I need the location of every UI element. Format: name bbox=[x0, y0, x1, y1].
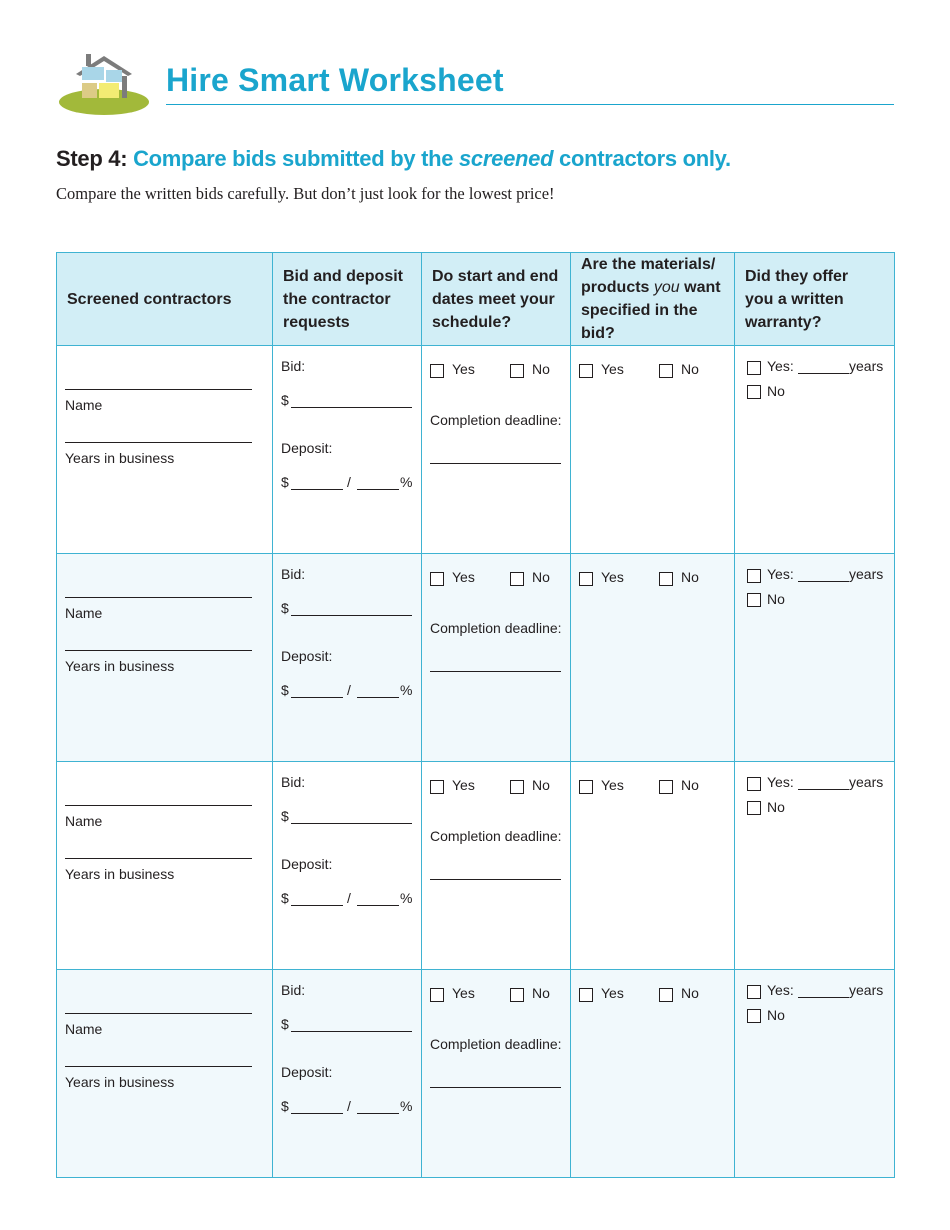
materials-no-label: No bbox=[681, 361, 699, 377]
page-title: Hire Smart Worksheet bbox=[166, 62, 504, 98]
deposit-percent-field[interactable] bbox=[357, 905, 399, 906]
header-warranty bbox=[735, 253, 895, 346]
deposit-dollar-sign: $ bbox=[281, 890, 289, 906]
completion-deadline-label: Completion deadline: bbox=[430, 828, 562, 844]
warranty-yes-label: Yes: bbox=[767, 982, 794, 998]
bid-dollar-sign: $ bbox=[281, 808, 289, 824]
warranty-no-checkbox[interactable] bbox=[747, 1009, 761, 1023]
header-materials bbox=[571, 253, 735, 346]
warranty-years-field[interactable] bbox=[798, 581, 849, 582]
materials-cell bbox=[571, 346, 735, 554]
deposit-amount-field[interactable] bbox=[291, 1113, 343, 1114]
deposit-percent-field[interactable] bbox=[357, 697, 399, 698]
step-heading bbox=[56, 146, 731, 172]
deposit-slash: / bbox=[347, 1098, 351, 1114]
deposit-label: Deposit: bbox=[281, 1064, 333, 1080]
completion-deadline-field[interactable] bbox=[430, 879, 561, 880]
bid-dollar-sign: $ bbox=[281, 392, 289, 408]
materials-yes-checkbox[interactable] bbox=[579, 780, 593, 794]
deposit-percent-sign: % bbox=[400, 474, 413, 490]
materials-no-label: No bbox=[681, 985, 699, 1001]
warranty-no-label: No bbox=[767, 591, 785, 607]
warranty-no-label: No bbox=[767, 799, 785, 815]
contractor-cell bbox=[57, 970, 273, 1178]
warranty-yes-checkbox[interactable] bbox=[747, 985, 761, 999]
name-label: Name bbox=[65, 605, 103, 621]
years-in-business-label: Years in business bbox=[65, 866, 175, 882]
header-line: Screened contractors bbox=[67, 290, 232, 308]
header-line: Are the materials/ bbox=[581, 256, 716, 273]
header-schedule bbox=[422, 253, 571, 346]
name-label: Name bbox=[65, 1021, 103, 1037]
schedule-no-label: No bbox=[532, 985, 550, 1001]
warranty-years-field[interactable] bbox=[798, 997, 849, 998]
deposit-dollar-sign: $ bbox=[281, 682, 289, 698]
schedule-yes-checkbox[interactable] bbox=[430, 780, 444, 794]
schedule-no-checkbox[interactable] bbox=[510, 364, 524, 378]
header-line: warranty? bbox=[745, 313, 822, 331]
name-label: Name bbox=[65, 397, 103, 413]
deposit-slash: / bbox=[347, 890, 351, 906]
schedule-no-label: No bbox=[532, 361, 550, 377]
bid-amount-field[interactable] bbox=[291, 407, 412, 408]
table-row bbox=[57, 346, 895, 554]
deposit-percent-sign: % bbox=[400, 1098, 413, 1114]
header-line bbox=[581, 276, 726, 299]
header-line: you a written bbox=[745, 290, 844, 308]
years-in-business-field[interactable] bbox=[65, 442, 252, 443]
materials-no-checkbox[interactable] bbox=[659, 572, 673, 586]
schedule-no-label: No bbox=[532, 777, 550, 793]
deposit-label: Deposit: bbox=[281, 856, 333, 872]
materials-cell bbox=[571, 970, 735, 1178]
header-line: Bid and deposit bbox=[283, 267, 403, 285]
completion-deadline-label: Completion deadline: bbox=[430, 1036, 562, 1052]
contractor-cell bbox=[57, 346, 273, 554]
warranty-years-unit: years bbox=[849, 566, 884, 582]
warranty-no-checkbox[interactable] bbox=[747, 385, 761, 399]
years-in-business-field[interactable] bbox=[65, 858, 252, 859]
deposit-percent-field[interactable] bbox=[357, 489, 399, 490]
header-line: Did they offer bbox=[745, 267, 849, 285]
header-line: schedule? bbox=[432, 313, 512, 331]
bid-dollar-sign: $ bbox=[281, 600, 289, 616]
house-logo-icon bbox=[58, 52, 150, 118]
schedule-no-label: No bbox=[532, 569, 550, 585]
schedule-yes-checkbox[interactable] bbox=[430, 364, 444, 378]
warranty-years-field[interactable] bbox=[798, 373, 849, 374]
step-text-emphasis: screened bbox=[459, 146, 554, 171]
materials-yes-label: Yes bbox=[601, 985, 624, 1001]
schedule-cell bbox=[422, 762, 571, 970]
warranty-cell bbox=[735, 970, 895, 1178]
materials-yes-label: Yes bbox=[601, 777, 624, 793]
header-screened-contractors bbox=[57, 253, 273, 346]
bid-label: Bid: bbox=[281, 566, 306, 582]
deposit-slash: / bbox=[347, 474, 351, 490]
years-in-business-field[interactable] bbox=[65, 650, 252, 651]
schedule-no-checkbox[interactable] bbox=[510, 572, 524, 586]
header-bid-deposit bbox=[273, 253, 422, 346]
materials-no-checkbox[interactable] bbox=[659, 780, 673, 794]
completion-deadline-label: Completion deadline: bbox=[430, 620, 562, 636]
deposit-dollar-sign: $ bbox=[281, 1098, 289, 1114]
deposit-amount-field[interactable] bbox=[291, 489, 343, 490]
warranty-yes-checkbox[interactable] bbox=[747, 777, 761, 791]
contractor-cell bbox=[57, 762, 273, 970]
table-row bbox=[57, 762, 895, 970]
deposit-slash: / bbox=[347, 682, 351, 698]
header-text: products bbox=[581, 279, 654, 296]
header-line: dates meet your bbox=[432, 290, 555, 308]
schedule-yes-checkbox[interactable] bbox=[430, 572, 444, 586]
deposit-amount-field[interactable] bbox=[291, 697, 343, 698]
header-line: the contractor bbox=[283, 290, 391, 308]
contractor-name-field[interactable] bbox=[65, 805, 252, 806]
deposit-label: Deposit: bbox=[281, 648, 333, 664]
years-in-business-label: Years in business bbox=[65, 658, 175, 674]
materials-no-checkbox[interactable] bbox=[659, 988, 673, 1002]
warranty-cell bbox=[735, 554, 895, 762]
bid-dollar-sign: $ bbox=[281, 1016, 289, 1032]
warranty-no-label: No bbox=[767, 383, 785, 399]
header-text: want bbox=[679, 279, 721, 296]
warranty-years-field[interactable] bbox=[798, 789, 849, 790]
completion-deadline-field[interactable] bbox=[430, 1087, 561, 1088]
warranty-cell bbox=[735, 346, 895, 554]
title-divider bbox=[166, 104, 894, 105]
materials-yes-label: Yes bbox=[601, 569, 624, 585]
warranty-cell bbox=[735, 762, 895, 970]
bid-label: Bid: bbox=[281, 358, 306, 374]
contractor-name-field[interactable] bbox=[65, 1013, 252, 1014]
warranty-yes-label: Yes: bbox=[767, 358, 794, 374]
warranty-years-unit: years bbox=[849, 774, 884, 790]
bid-deposit-cell bbox=[273, 762, 422, 970]
materials-no-label: No bbox=[681, 777, 699, 793]
warranty-no-checkbox[interactable] bbox=[747, 801, 761, 815]
bid-label: Bid: bbox=[281, 982, 306, 998]
warranty-yes-checkbox[interactable] bbox=[747, 569, 761, 583]
materials-yes-checkbox[interactable] bbox=[579, 364, 593, 378]
schedule-no-checkbox[interactable] bbox=[510, 988, 524, 1002]
schedule-yes-label: Yes bbox=[452, 777, 475, 793]
warranty-yes-label: Yes: bbox=[767, 774, 794, 790]
schedule-yes-label: Yes bbox=[452, 569, 475, 585]
materials-yes-checkbox[interactable] bbox=[579, 988, 593, 1002]
warranty-yes-label: Yes: bbox=[767, 566, 794, 582]
deposit-percent-field[interactable] bbox=[357, 1113, 399, 1114]
contractor-name-field[interactable] bbox=[65, 389, 252, 390]
warranty-years-unit: years bbox=[849, 358, 884, 374]
years-in-business-label: Years in business bbox=[65, 450, 175, 466]
warranty-years-unit: years bbox=[849, 982, 884, 998]
materials-yes-checkbox[interactable] bbox=[579, 572, 593, 586]
step-text-before: Compare bids submitted by the bbox=[133, 146, 459, 171]
deposit-label: Deposit: bbox=[281, 440, 333, 456]
header-line: Do start and end bbox=[432, 267, 559, 285]
warranty-no-checkbox[interactable] bbox=[747, 593, 761, 607]
bid-deposit-cell bbox=[273, 554, 422, 762]
years-in-business-field[interactable] bbox=[65, 1066, 252, 1067]
schedule-yes-label: Yes bbox=[452, 985, 475, 1001]
deposit-percent-sign: % bbox=[400, 890, 413, 906]
years-in-business-label: Years in business bbox=[65, 1074, 175, 1090]
schedule-cell bbox=[422, 346, 571, 554]
table-header-row bbox=[57, 253, 895, 346]
completion-deadline-field[interactable] bbox=[430, 671, 561, 672]
materials-no-checkbox[interactable] bbox=[659, 364, 673, 378]
name-label: Name bbox=[65, 813, 103, 829]
header-line: specified in the bid? bbox=[581, 302, 698, 342]
contractor-cell bbox=[57, 554, 273, 762]
bid-amount-field[interactable] bbox=[291, 615, 412, 616]
table-row bbox=[57, 970, 895, 1178]
header-emphasis: you bbox=[653, 279, 680, 296]
deposit-percent-sign: % bbox=[400, 682, 413, 698]
table-row bbox=[57, 554, 895, 762]
completion-deadline-label: Completion deadline: bbox=[430, 412, 562, 428]
materials-no-label: No bbox=[681, 569, 699, 585]
schedule-yes-label: Yes bbox=[452, 361, 475, 377]
step-label: Step 4: bbox=[56, 146, 128, 171]
bid-label: Bid: bbox=[281, 774, 306, 790]
header-line: requests bbox=[283, 313, 350, 331]
contractor-name-field[interactable] bbox=[65, 597, 252, 598]
materials-cell bbox=[571, 554, 735, 762]
schedule-cell bbox=[422, 554, 571, 762]
completion-deadline-field[interactable] bbox=[430, 463, 561, 464]
deposit-dollar-sign: $ bbox=[281, 474, 289, 490]
schedule-yes-checkbox[interactable] bbox=[430, 988, 444, 1002]
bid-deposit-cell bbox=[273, 346, 422, 554]
materials-cell bbox=[571, 762, 735, 970]
materials-yes-label: Yes bbox=[601, 361, 624, 377]
warranty-yes-checkbox[interactable] bbox=[747, 361, 761, 375]
intro-text: Compare the written bids carefully. But don’t just look for the lowest price! bbox=[56, 184, 555, 203]
bids-comparison-table bbox=[56, 252, 895, 1178]
deposit-amount-field[interactable] bbox=[291, 905, 343, 906]
step-text-after: contractors only. bbox=[553, 146, 731, 171]
warranty-no-label: No bbox=[767, 1007, 785, 1023]
bid-deposit-cell bbox=[273, 970, 422, 1178]
bid-amount-field[interactable] bbox=[291, 823, 412, 824]
bid-amount-field[interactable] bbox=[291, 1031, 412, 1032]
schedule-no-checkbox[interactable] bbox=[510, 780, 524, 794]
schedule-cell bbox=[422, 970, 571, 1178]
